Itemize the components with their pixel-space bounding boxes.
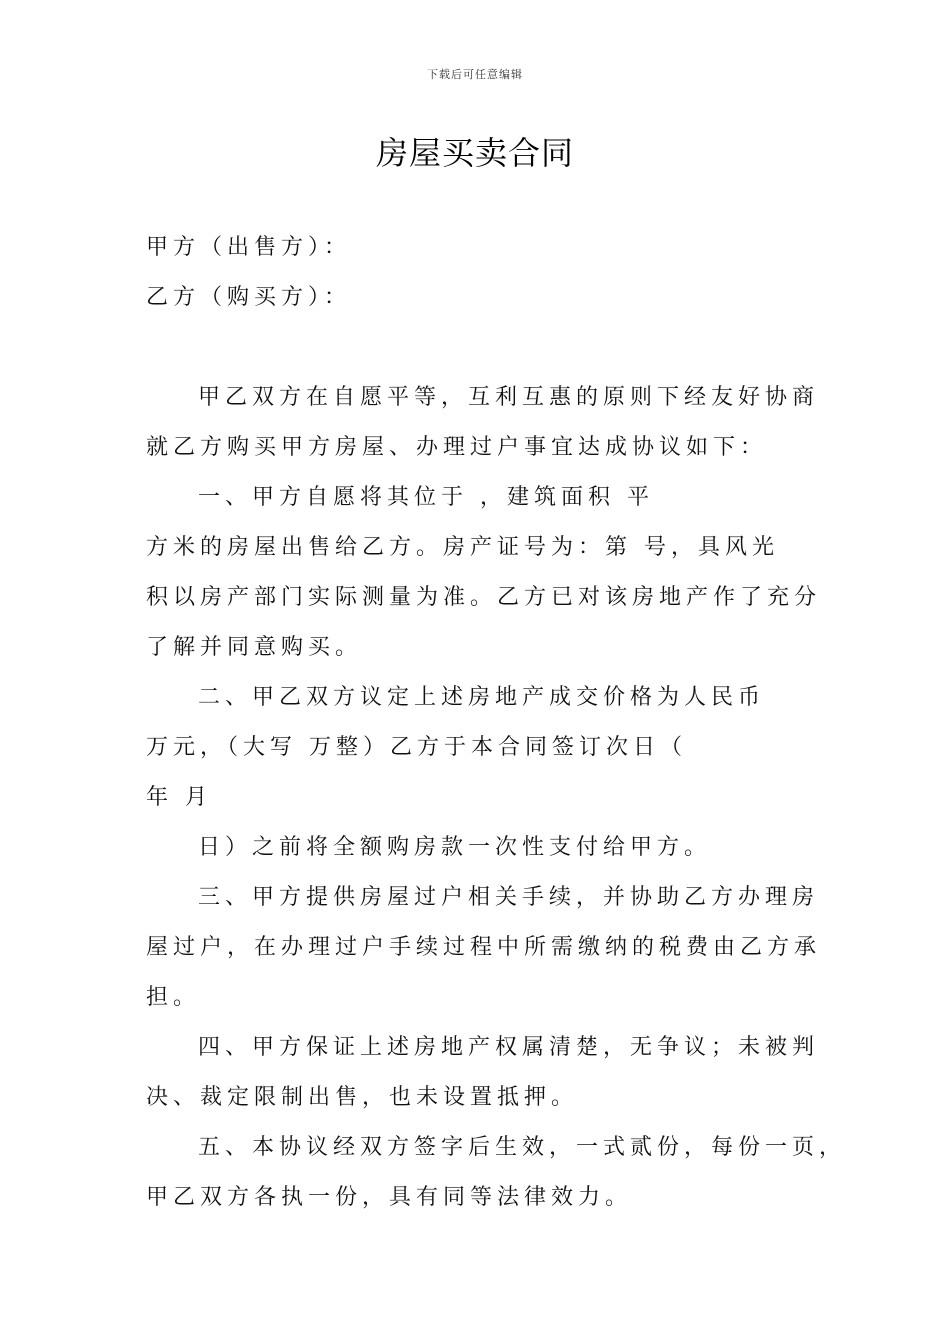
party-b-line: 乙方（购买方）： <box>146 285 352 310</box>
clause-1-line-3: 积以房产部门实际测量为准。乙方已对该房地产作了充分 <box>146 585 822 610</box>
clause-5-line-2: 甲乙双方各执一份，具有同等法律效力。 <box>146 1185 633 1210</box>
clause-3-line-3: 担。 <box>146 985 201 1010</box>
clause-1-line-1: 一、甲方自愿将其位于 ，建筑面积 平 <box>198 485 654 510</box>
header-note: 下载后可任意编辑 <box>427 68 523 81</box>
party-a-line: 甲方（出售方）： <box>146 235 352 260</box>
clause-2-line-1: 二、甲乙双方议定上述房地产成交价格为人民币 <box>198 685 766 710</box>
clause-2-line-3: 年 月 <box>146 785 212 810</box>
document-title: 房屋买卖合同 <box>375 134 574 172</box>
preamble-line-1: 甲乙双方在自愿平等，互利互惠的原则下经友好协商 <box>198 385 820 410</box>
clause-4-line-2: 决、裁定限制出售，也未设置抵押。 <box>146 1085 579 1110</box>
clause-2-line-4: 日）之前将全额购房款一次性支付给甲方。 <box>198 835 712 860</box>
preamble-line-2: 就乙方购买甲方房屋、办理过户事宜达成协议如下： <box>146 435 768 460</box>
clause-3-line-1: 三、甲方提供房屋过户相关手续，并协助乙方办理房 <box>198 885 820 910</box>
clause-3-line-2: 屋过户，在办理过户手续过程中所需缴纳的税费由乙方承 <box>146 935 822 960</box>
clause-4-line-1: 四、甲方保证上述房地产权属清楚，无争议；未被判 <box>198 1035 820 1060</box>
clause-5-line-1: 五、本协议经双方签字后生效，一式贰份，每份一页， <box>198 1135 847 1160</box>
clause-2-line-2: 万元，（大写 万整）乙方于本合同签订次日（ <box>146 735 687 760</box>
clause-1-line-2: 方米的房屋出售给乙方。房产证号为：第 号，具风光 <box>146 535 779 560</box>
clause-1-line-4: 了解并同意购买。 <box>146 635 363 660</box>
